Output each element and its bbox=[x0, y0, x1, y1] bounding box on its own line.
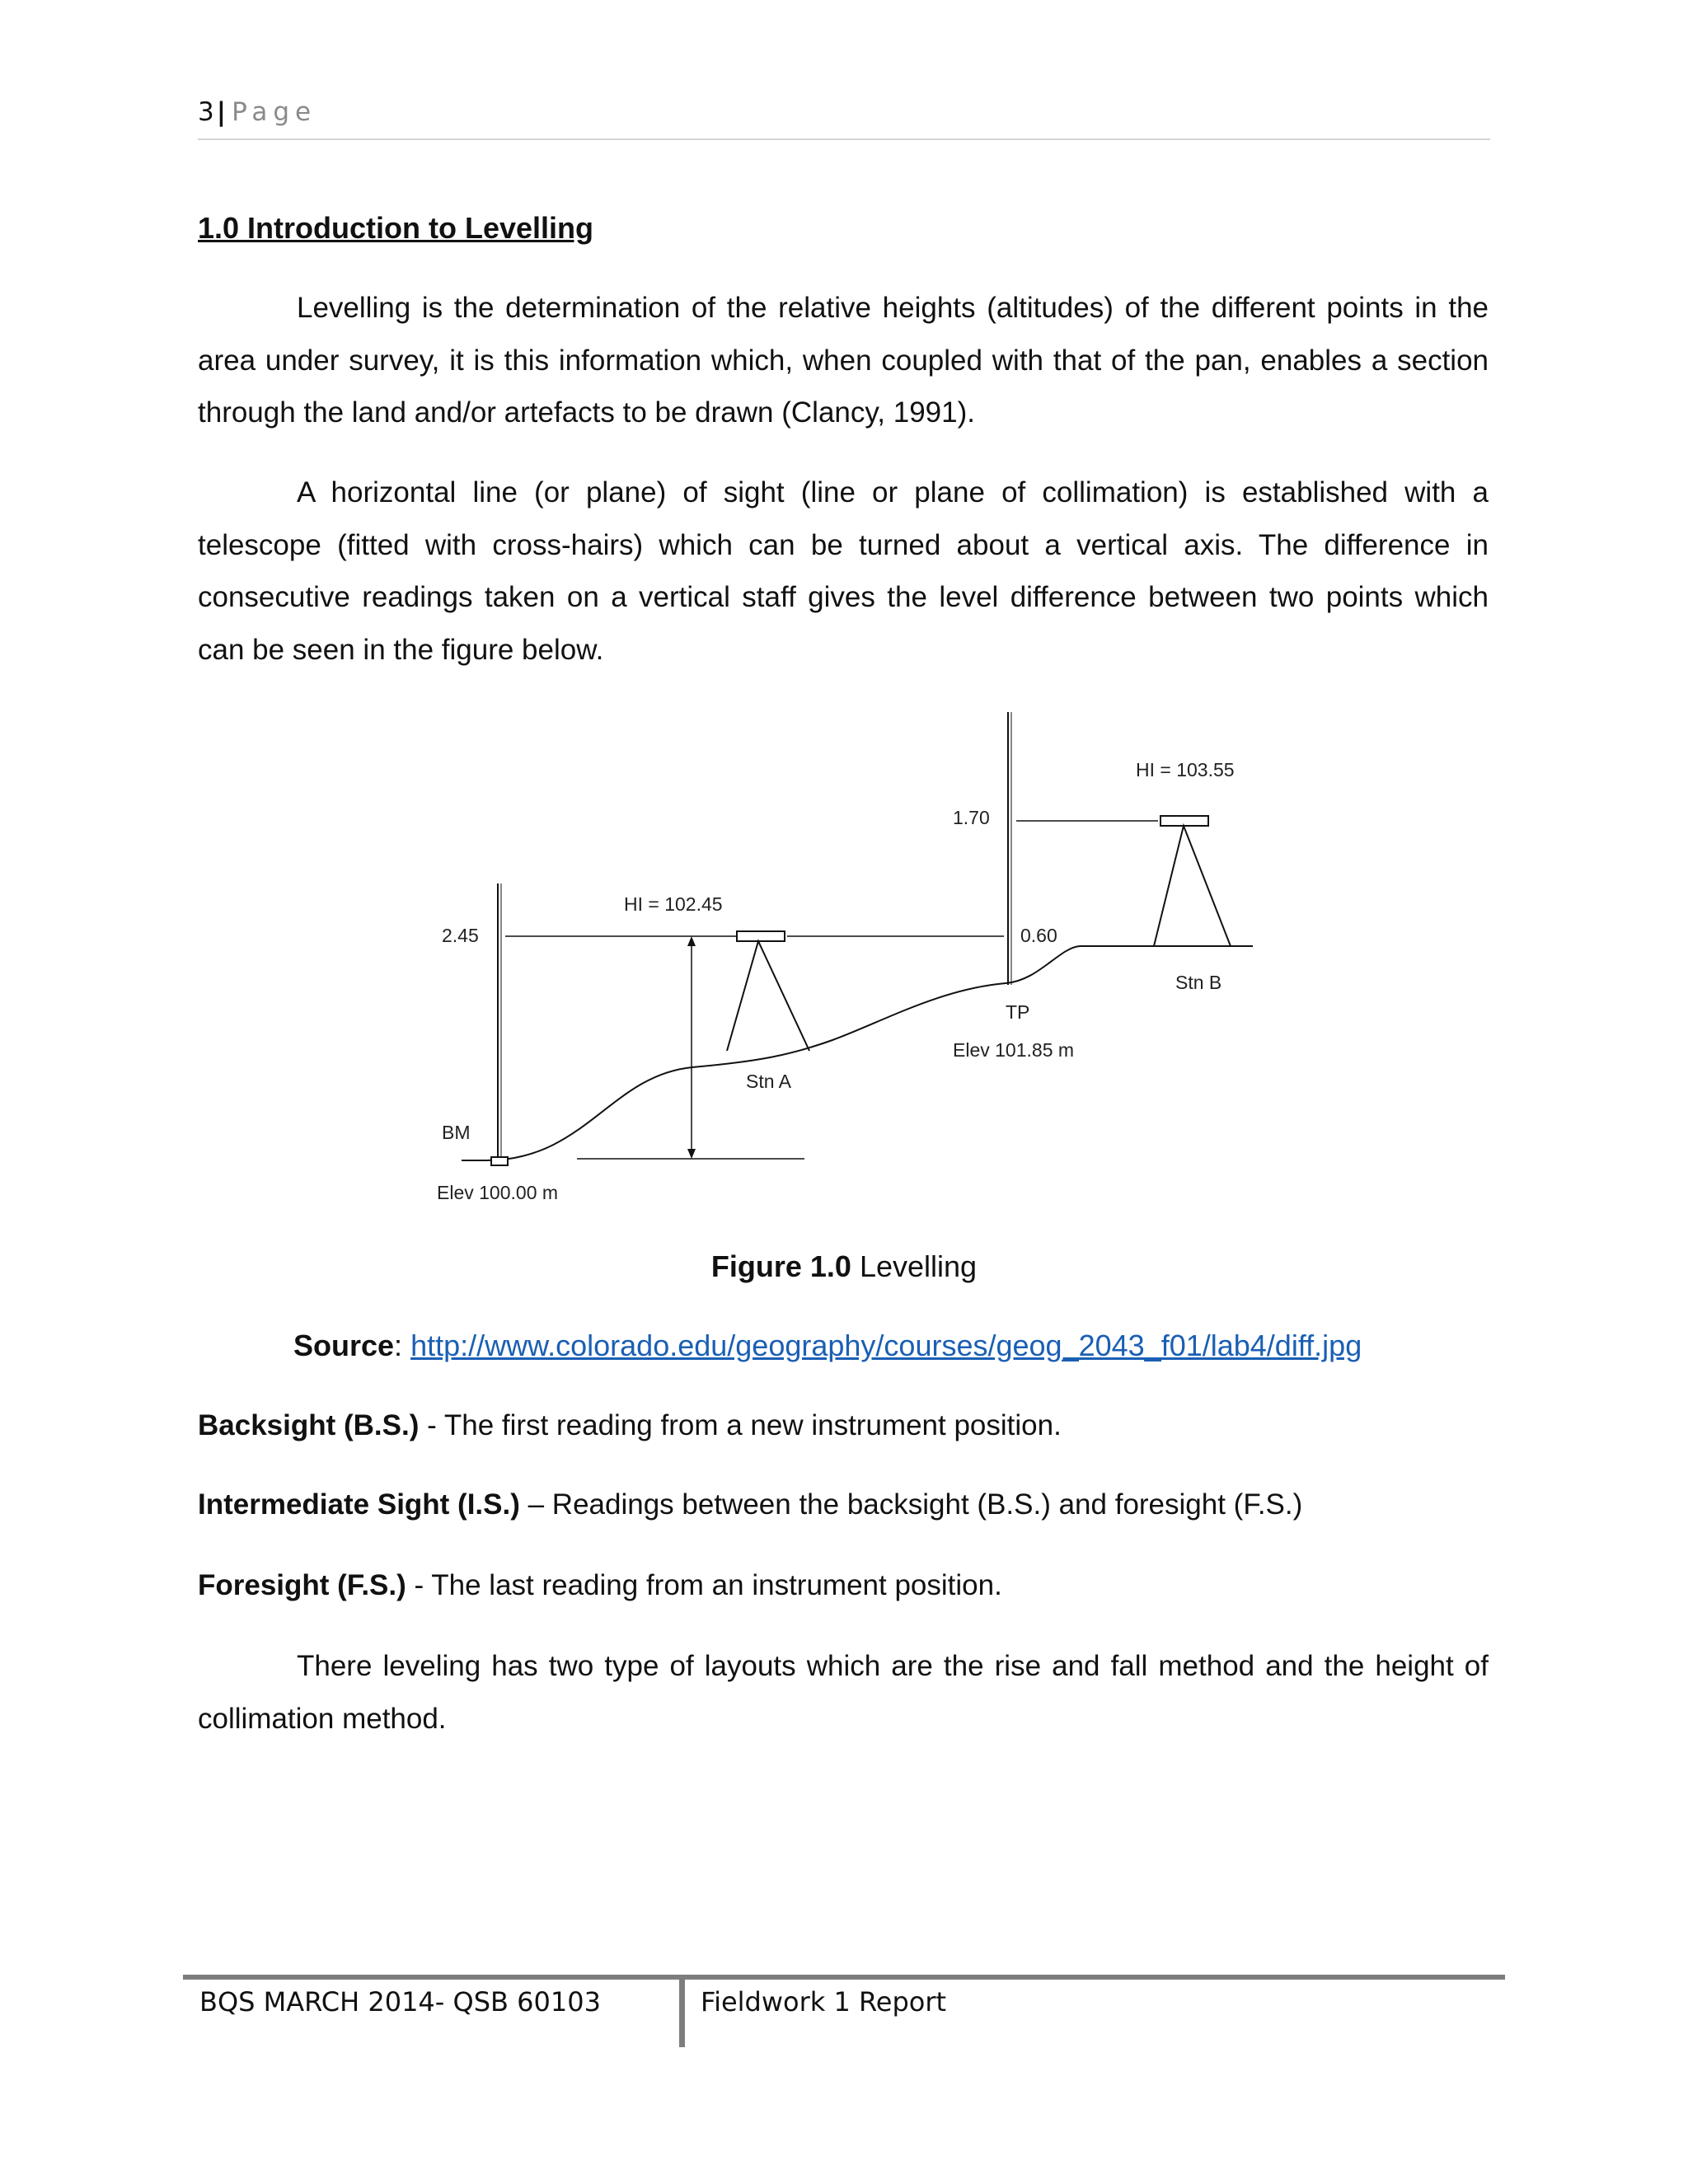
figure-caption bbox=[0, 1249, 1688, 1284]
label-stn-b: Stn B bbox=[1175, 972, 1222, 993]
label-stn-a: Stn A bbox=[746, 1071, 791, 1092]
label-tp: TP bbox=[1006, 1001, 1030, 1023]
footer-course: BQS MARCH 2014- QSB 60103 bbox=[199, 1986, 601, 2018]
page-number: 3 bbox=[198, 97, 215, 127]
ground-profile bbox=[462, 946, 1253, 1160]
paragraph-line-of-sight bbox=[198, 466, 1489, 676]
instrument-a bbox=[737, 931, 785, 941]
header-separator: | bbox=[216, 97, 227, 127]
definition-term: Backsight (B.S.) bbox=[198, 1409, 420, 1441]
tripod-a bbox=[727, 941, 809, 1051]
footer-divider bbox=[679, 1975, 685, 2047]
definition-text: - The last reading from an instrument position. bbox=[406, 1569, 1002, 1601]
footer-report-title: Fieldwork 1 Report bbox=[701, 1986, 947, 2018]
definition-term: Foresight (F.S.) bbox=[198, 1569, 406, 1601]
paragraph-line-of-sight-text: A horizontal line (or plane) of sight (line or plane of collimation) is established with a telescope (fitted with cross-hairs) which can be turned about a vertical axis. The difference in consecutive readings taken on a vertical staff gives the level difference between two points which can be seen in the figure below. bbox=[198, 476, 1489, 666]
label-bs-tp: 1.70 bbox=[953, 807, 990, 828]
definition-intermediate-sight bbox=[198, 1488, 1302, 1521]
definition-text: – Readings between the backsight (B.S.) and foresight (F.S.) bbox=[519, 1488, 1303, 1521]
figure-caption-text: Levelling bbox=[851, 1249, 978, 1283]
definition-backsight bbox=[198, 1409, 1062, 1442]
source-label: Source bbox=[293, 1329, 395, 1362]
instrument-b bbox=[1160, 816, 1208, 826]
page-header bbox=[198, 97, 316, 127]
definition-foresight bbox=[198, 1569, 1002, 1602]
benchmark-marker bbox=[491, 1157, 508, 1165]
definition-text: - The first reading from a new instrument position. bbox=[419, 1409, 1062, 1441]
source-line bbox=[293, 1329, 1362, 1363]
label-bm: BM bbox=[442, 1122, 471, 1143]
label-hi-a: HI = 102.45 bbox=[624, 893, 723, 915]
label-tp-elev: Elev 101.85 m bbox=[953, 1039, 1075, 1061]
paragraph-intro bbox=[198, 282, 1489, 439]
label-bm-elev: Elev 100.00 m bbox=[437, 1182, 559, 1203]
paragraph-intro-text: Levelling is the determination of the relative heights (altitudes) of the different points in the area under survey, it is this information which, when coupled with that of the pan, enables a section through the land and/or artefacts to be drawn (Clancy, 1991). bbox=[198, 292, 1489, 429]
levelling-figure bbox=[412, 701, 1286, 1228]
paragraph-layouts bbox=[198, 1640, 1489, 1745]
section-title: 1.0 Introduction to Levelling bbox=[198, 211, 594, 245]
header-rule bbox=[198, 138, 1490, 140]
source-link[interactable]: http://www.colorado.edu/geography/courses/geog_2043_f01/lab4/diff.jpg bbox=[410, 1329, 1362, 1362]
tripod-b bbox=[1154, 826, 1231, 946]
figure-caption-number: Figure 1.0 bbox=[710, 1249, 851, 1283]
label-fs-tp: 0.60 bbox=[1020, 925, 1057, 946]
label-hi-b: HI = 103.55 bbox=[1136, 759, 1235, 780]
definition-term: Intermediate Sight (I.S.) bbox=[198, 1488, 520, 1521]
page-word: Page bbox=[232, 97, 317, 127]
paragraph-layouts-text: There leveling has two type of layouts which are the rise and fall method and the height of collimation method. bbox=[198, 1650, 1489, 1735]
source-colon: : bbox=[394, 1329, 411, 1362]
label-bs-a: 2.45 bbox=[442, 925, 479, 946]
footer-rule bbox=[183, 1975, 1505, 1980]
